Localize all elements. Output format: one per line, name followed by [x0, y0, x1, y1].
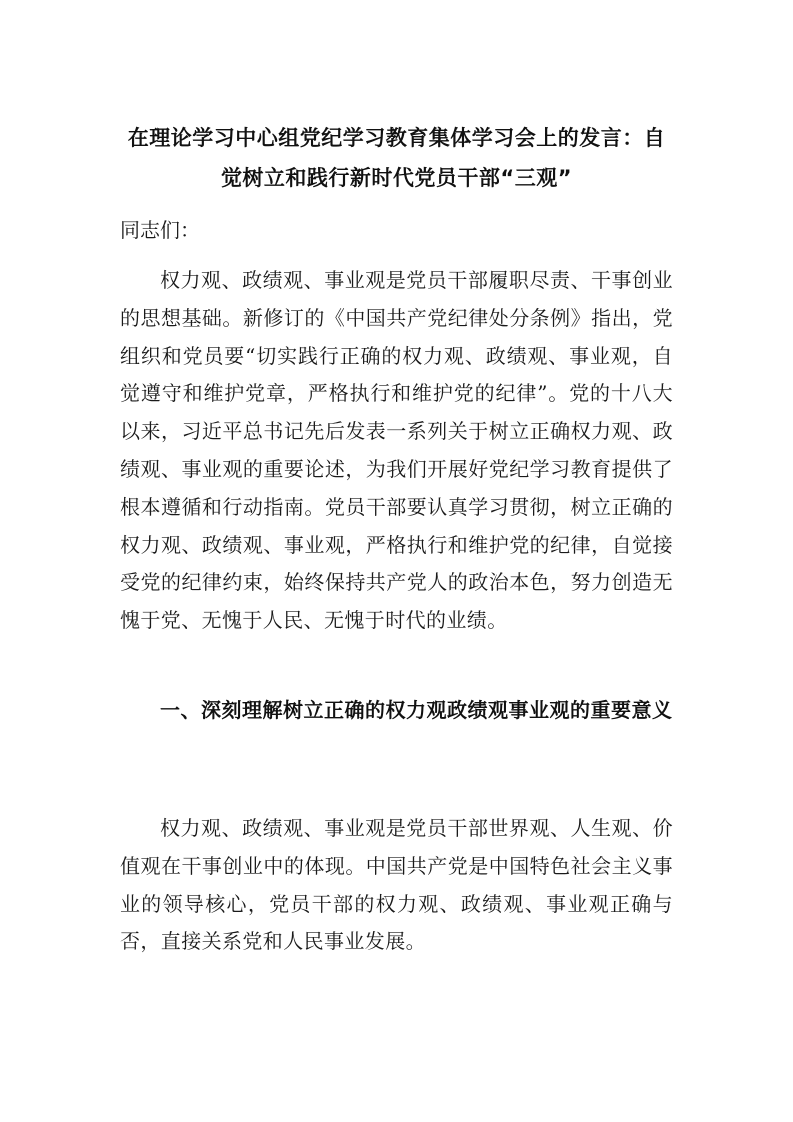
body-paragraph: 权力观、政绩观、事业观是党员干部世界观、人生观、价值观在干事创业中的体现。中国共产党是中国特色社会主义事业的领导核心，党员干部的权力观、政绩观、事业观正确与否，直接关系党和人民事业发展。 — [120, 816, 673, 954]
body-paragraph: 权力观、政绩观、事业观是党员干部履职尽责、干事创业的思想基础。新修订的《中国共产党纪律处分条例》指出，党组织和党员要“切实践行正确的权力观、政绩观、事业观，自觉遵守和维护党章，严格执行和维护党的纪律”。党的十八大以来，习近平总书记先后发表一系列关于树立正确权力观、政绩观、事业观的重要论述，为我们开展好党纪学习教育提供了根本遵循和行动指南。党员干部要认真学习贯彻，树立正确的权力观、政绩观、事业观，严格执行和维护党的纪律，自觉接受党的纪律约束，始终保持共产党人的政治本色，努力创造无愧于党、无愧于人民、无愧于时代的业绩。 — [120, 268, 673, 633]
document-title: 在理论学习中心组党纪学习教育集体学习会上的发言：自觉树立和践行新时代党员干部“三观” — [127, 126, 666, 190]
section-heading: 一、深刻理解树立正确的权力观政绩观事业观的重要意义 — [160, 698, 673, 722]
salutation: 同志们： — [120, 218, 200, 242]
